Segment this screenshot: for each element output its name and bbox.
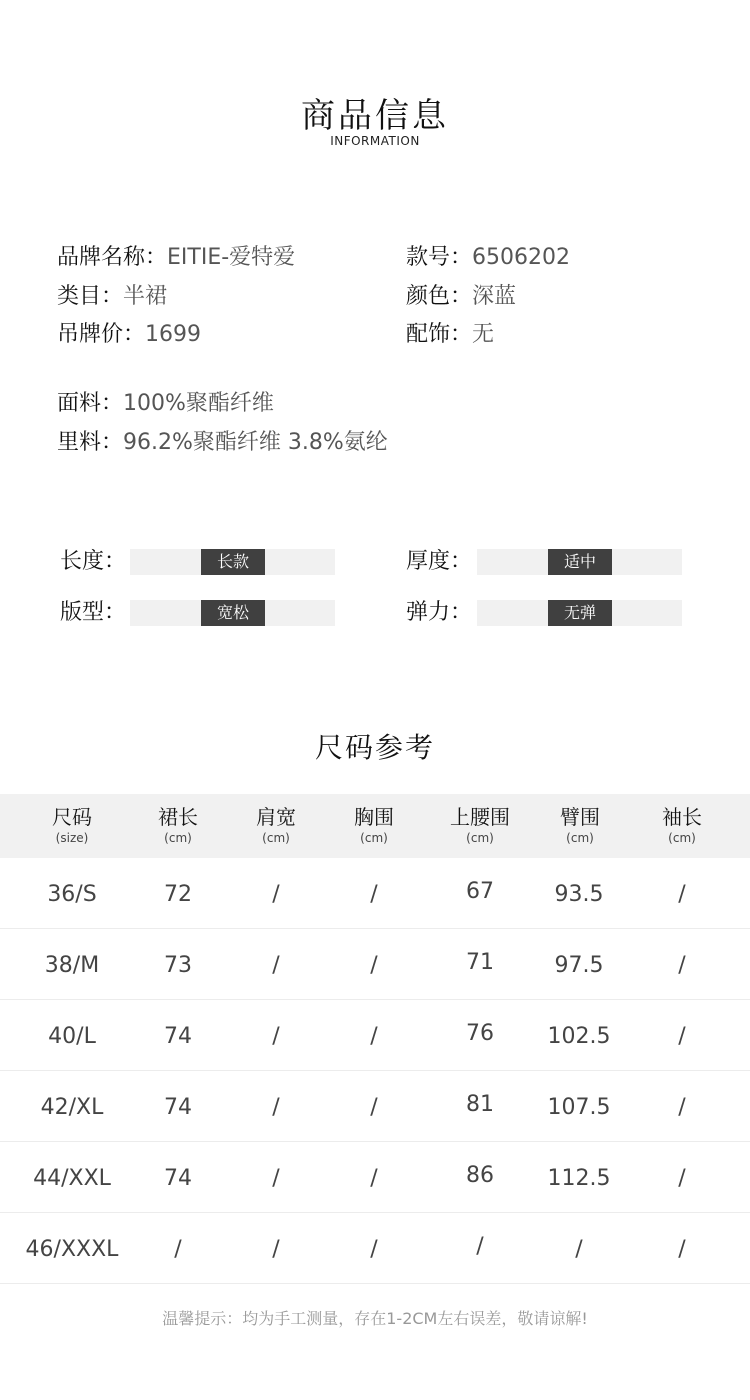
table-row xyxy=(0,1071,750,1142)
table-cell: 73 xyxy=(164,953,192,978)
table-cell: / xyxy=(370,1095,378,1120)
table-cell: / xyxy=(272,953,280,978)
price-label: 吊牌价： xyxy=(57,322,146,347)
table-row xyxy=(0,1000,750,1071)
table-cell: / xyxy=(272,1095,280,1120)
lining-label: 里料： xyxy=(57,430,124,455)
table-cell: 93.5 xyxy=(554,882,604,907)
col-header-shoulder xyxy=(226,794,326,858)
table-cell: 40/L xyxy=(48,1024,96,1049)
col-header-sleeve xyxy=(632,794,732,858)
table-cell: / xyxy=(370,882,378,907)
col-header-name: 肩宽 xyxy=(256,805,296,829)
table-cell: 74 xyxy=(164,1166,192,1191)
table-cell: / xyxy=(678,1237,686,1262)
table-cell: / xyxy=(476,1234,484,1259)
category-row xyxy=(57,282,167,312)
fit-label: 版型： xyxy=(60,600,127,625)
accessory-label: 配饰： xyxy=(406,322,473,347)
color-row xyxy=(406,282,516,312)
table-cell: 74 xyxy=(164,1024,192,1049)
col-header-upper-waist xyxy=(425,794,535,858)
size-table-header xyxy=(0,794,750,858)
table-row xyxy=(0,1142,750,1213)
style-no-row xyxy=(406,243,570,273)
col-header-skirt-length xyxy=(128,794,228,858)
col-header-name: 臂围 xyxy=(560,805,600,829)
table-cell: / xyxy=(678,1166,686,1191)
table-cell: / xyxy=(272,882,280,907)
size-table xyxy=(0,794,750,1284)
length-label: 长度： xyxy=(60,549,127,574)
col-header-unit: (cm) xyxy=(262,831,290,845)
col-header-unit: (cm) xyxy=(566,831,594,845)
table-row xyxy=(0,929,750,1000)
lining-value: 96.2%聚酯纤维 3.8%氨纶 xyxy=(123,430,388,455)
table-cell: / xyxy=(678,1095,686,1120)
col-header-name: 胸围 xyxy=(354,805,394,829)
table-cell: 74 xyxy=(164,1095,192,1120)
table-cell: 36/S xyxy=(47,882,97,907)
col-header-unit: (cm) xyxy=(668,831,696,845)
section-title-info: 商品信息 xyxy=(301,96,449,136)
table-cell: 86 xyxy=(466,1163,494,1188)
table-cell: 67 xyxy=(466,879,494,904)
table-cell: 38/M xyxy=(44,953,100,978)
category-label: 类目： xyxy=(57,284,124,309)
brand-row xyxy=(57,243,295,273)
elasticity-label: 弹力： xyxy=(406,600,473,625)
table-cell: / xyxy=(174,1237,182,1262)
col-header-arm xyxy=(530,794,630,858)
elasticity-bar xyxy=(477,600,682,626)
col-header-name: 上腰围 xyxy=(450,805,510,829)
table-cell: 72 xyxy=(164,882,192,907)
col-header-unit: (size) xyxy=(55,831,89,845)
table-cell: 112.5 xyxy=(547,1166,611,1191)
table-cell: 76 xyxy=(466,1021,494,1046)
col-header-name: 尺码 xyxy=(52,805,92,829)
fabric-value: 100%聚酯纤维 xyxy=(123,391,274,416)
color-value: 深蓝 xyxy=(472,284,517,309)
elasticity-value-chip: 无弹 xyxy=(548,600,612,626)
color-label: 颜色： xyxy=(406,284,473,309)
table-cell: / xyxy=(272,1166,280,1191)
table-cell: / xyxy=(678,1024,686,1049)
accessory-value: 无 xyxy=(472,322,495,347)
table-cell: / xyxy=(678,882,686,907)
col-header-unit: (cm) xyxy=(164,831,192,845)
brand-value: EITIE-爱特爱 xyxy=(167,245,296,270)
fabric-row xyxy=(57,389,274,419)
measurement-note: 温馨提示：均为手工测量，存在1-2CM左右误差，敬请谅解! xyxy=(162,1309,588,1328)
thickness-value-chip: 适中 xyxy=(548,549,612,575)
col-header-bust xyxy=(324,794,424,858)
fabric-label: 面料： xyxy=(57,391,124,416)
col-header-name: 裙长 xyxy=(158,805,198,829)
style-no-value: 6506202 xyxy=(472,245,570,270)
section-subtitle-info: INFORMATION xyxy=(330,134,420,148)
table-cell: 102.5 xyxy=(547,1024,611,1049)
table-cell: / xyxy=(370,1166,378,1191)
thickness-bar xyxy=(477,549,682,575)
length-value-chip: 长款 xyxy=(201,549,265,575)
col-header-unit: (cm) xyxy=(466,831,494,845)
lining-row xyxy=(57,428,388,458)
col-header-size xyxy=(17,794,127,858)
section-title-size: 尺码参考 xyxy=(314,731,435,764)
table-cell: 71 xyxy=(466,950,494,975)
table-cell: / xyxy=(272,1237,280,1262)
length-bar xyxy=(130,549,335,575)
brand-label: 品牌名称： xyxy=(57,245,168,270)
fit-bar xyxy=(130,600,335,626)
table-cell: / xyxy=(272,1024,280,1049)
table-row xyxy=(0,858,750,929)
table-cell: 107.5 xyxy=(547,1095,611,1120)
thickness-label: 厚度： xyxy=(406,549,473,574)
table-cell: / xyxy=(678,953,686,978)
table-cell: 97.5 xyxy=(554,953,604,978)
table-cell: / xyxy=(575,1237,583,1262)
price-value: 1699 xyxy=(145,322,202,347)
fit-value-chip: 宽松 xyxy=(201,600,265,626)
price-row xyxy=(57,320,201,350)
table-cell: 46/XXXL xyxy=(25,1237,119,1262)
table-cell: / xyxy=(370,1237,378,1262)
table-cell: / xyxy=(370,1024,378,1049)
table-cell: 44/XXL xyxy=(33,1166,111,1191)
category-value: 半裙 xyxy=(123,284,168,309)
table-row xyxy=(0,1213,750,1284)
table-cell: / xyxy=(370,953,378,978)
table-cell: 42/XL xyxy=(40,1095,104,1120)
col-header-unit: (cm) xyxy=(360,831,388,845)
col-header-name: 袖长 xyxy=(662,805,702,829)
style-no-label: 款号： xyxy=(406,245,473,270)
accessory-row xyxy=(406,320,494,350)
table-cell: 81 xyxy=(466,1092,494,1117)
